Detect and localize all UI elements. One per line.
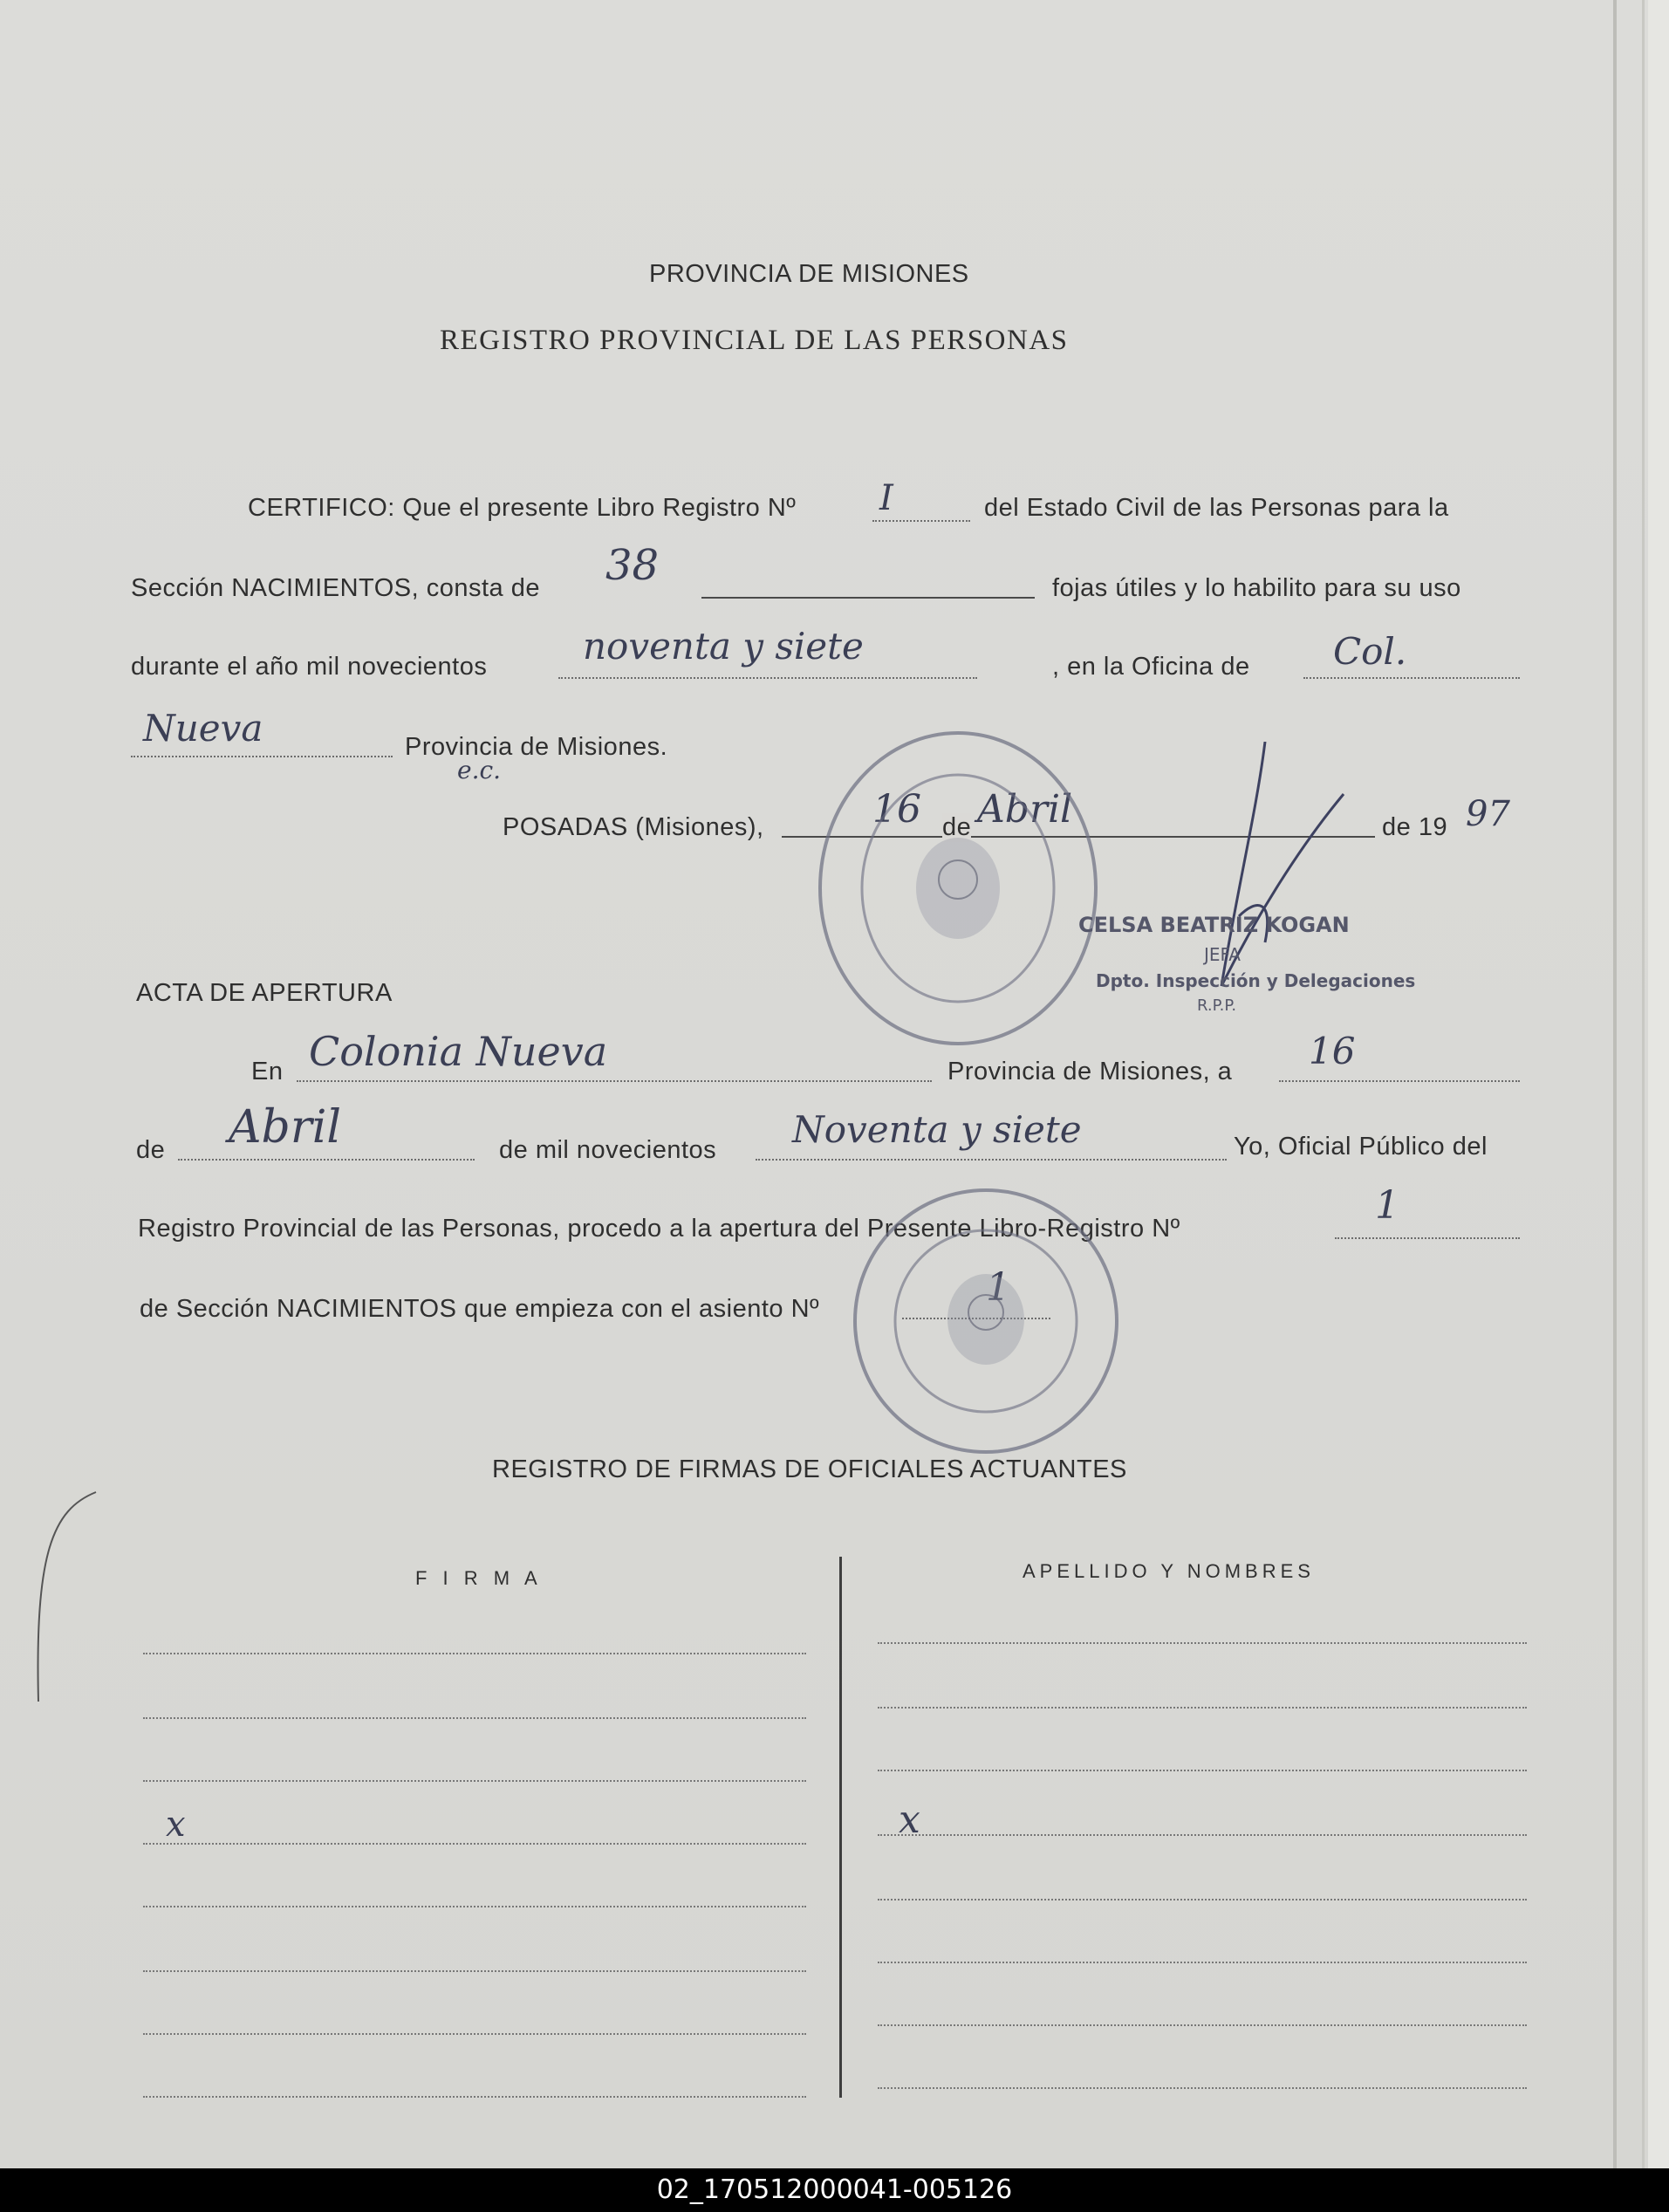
- acta-entry-handwritten: 1: [986, 1265, 1010, 1310]
- fill-line: [1279, 1080, 1520, 1082]
- stamp-role: JEFA: [1204, 944, 1241, 965]
- name-line: [878, 1899, 1527, 1900]
- acta-line1-province: Provincia de Misiones, a: [947, 1058, 1233, 1085]
- fill-line: [131, 756, 393, 757]
- cert-date-de: de: [942, 813, 972, 841]
- year-words-handwritten: noventa y siete: [583, 625, 864, 668]
- office-handwritten-cont: Nueva: [143, 707, 263, 750]
- locality-handwritten: Colonia Nueva: [309, 1028, 608, 1075]
- margin-pencil-mark: [17, 1483, 105, 1710]
- name-line: [878, 2087, 1527, 2089]
- folio-count-handwritten: 38: [605, 541, 660, 590]
- fill-line: [1335, 1237, 1520, 1239]
- column-divider: [839, 1557, 842, 2098]
- fill-line: [756, 1159, 1227, 1161]
- column-header-signature: F I R M A: [415, 1567, 543, 1589]
- cert-line2-end: fojas útiles y lo habilito para su uso: [1052, 574, 1461, 602]
- acta-line2-de: de: [136, 1136, 166, 1164]
- day-handwritten: 16: [872, 787, 921, 832]
- acta-month-handwritten: Abril: [229, 1101, 341, 1154]
- office-abbrev-handwritten: e.c.: [457, 756, 502, 784]
- cert-line3-text: durante el año mil novecientos: [131, 653, 488, 681]
- cert-date-place: POSADAS (Misiones),: [503, 813, 764, 841]
- signatures-title: REGISTRO DE FIRMAS DE OFICIALES ACTUANTES: [492, 1455, 1127, 1483]
- fill-line: [558, 677, 977, 679]
- signature-line: [143, 1906, 806, 1907]
- stamp-name: CELSA BEATRIZ KOGAN: [1078, 913, 1350, 937]
- signature-line: [143, 2096, 806, 2098]
- cert-date-year-prefix: de 19: [1382, 813, 1448, 841]
- page-edge: [1648, 0, 1669, 2168]
- fill-line: [297, 1080, 932, 1082]
- office-handwritten: Col.: [1333, 630, 1407, 673]
- acta-line1-en: En: [251, 1058, 284, 1085]
- signature-line: [143, 1843, 806, 1845]
- acta-line4-text: de Sección NACIMIENTOS que empieza con el asiento Nº: [140, 1295, 820, 1323]
- month-handwritten: Abril: [977, 787, 1073, 832]
- cert-line1-text: CERTIFICO: Que el presente Libro Registro Nº: [248, 494, 797, 522]
- image-id-footer: 02_170512000041-005126: [0, 2168, 1669, 2212]
- official-seal-bottom: [838, 1173, 1134, 1469]
- signature-line: [143, 1653, 806, 1654]
- official-seal-top: [801, 714, 1115, 1063]
- cert-line3-office: , en la Oficina de: [1052, 653, 1250, 681]
- fill-line: [872, 520, 970, 522]
- signature-mark-left: x: [166, 1805, 186, 1845]
- name-line: [878, 1770, 1527, 1771]
- province-heading: PROVINCIA DE MISIONES: [649, 260, 969, 288]
- signature-line: [143, 1970, 806, 1972]
- book-number-handwritten: I: [879, 478, 893, 518]
- acta-book-handwritten: 1: [1375, 1183, 1399, 1228]
- acta-line2-text: de mil novecientos: [499, 1136, 717, 1164]
- signature-mark-right: x: [899, 1798, 920, 1842]
- fill-line: [178, 1159, 475, 1161]
- cert-line4-text: Provincia de Misiones.: [405, 733, 668, 761]
- name-line: [878, 1707, 1527, 1709]
- name-line: [878, 1962, 1527, 1963]
- stamp-office: R.P.P.: [1197, 996, 1237, 1015]
- fill-line: [701, 597, 1035, 599]
- stamp-department: Dpto. Inspección y Delegaciones: [1096, 970, 1416, 991]
- name-line: [878, 1834, 1527, 1836]
- registry-heading: REGISTRO PROVINCIAL DE LAS PERSONAS: [440, 325, 1069, 356]
- year-handwritten: 97: [1466, 794, 1510, 834]
- signature-line: [143, 1780, 806, 1782]
- acta-day-handwritten: 16: [1309, 1030, 1356, 1072]
- acta-line2-end: Yo, Oficial Público del: [1234, 1133, 1488, 1161]
- acta-year-handwritten: Noventa y siete: [792, 1108, 1082, 1151]
- signature-line: [143, 1717, 806, 1719]
- page-edge: [1613, 0, 1617, 2168]
- cert-line2-text: Sección NACIMIENTOS, consta de: [131, 574, 540, 602]
- acta-line3-text: Registro Provincial de las Personas, procedo a la apertura del Presente Libro-Registro Nº: [138, 1215, 1180, 1243]
- acta-title: ACTA DE APERTURA: [136, 979, 393, 1007]
- column-header-name: APELLIDO Y NOMBRES: [1023, 1560, 1315, 1582]
- name-line: [878, 2024, 1527, 2026]
- fill-line: [1303, 677, 1520, 679]
- signature-line: [143, 2033, 806, 2035]
- page-edge: [1642, 0, 1645, 2168]
- name-line: [878, 1642, 1527, 1644]
- cert-line1-end: del Estado Civil de las Personas para la: [984, 494, 1449, 522]
